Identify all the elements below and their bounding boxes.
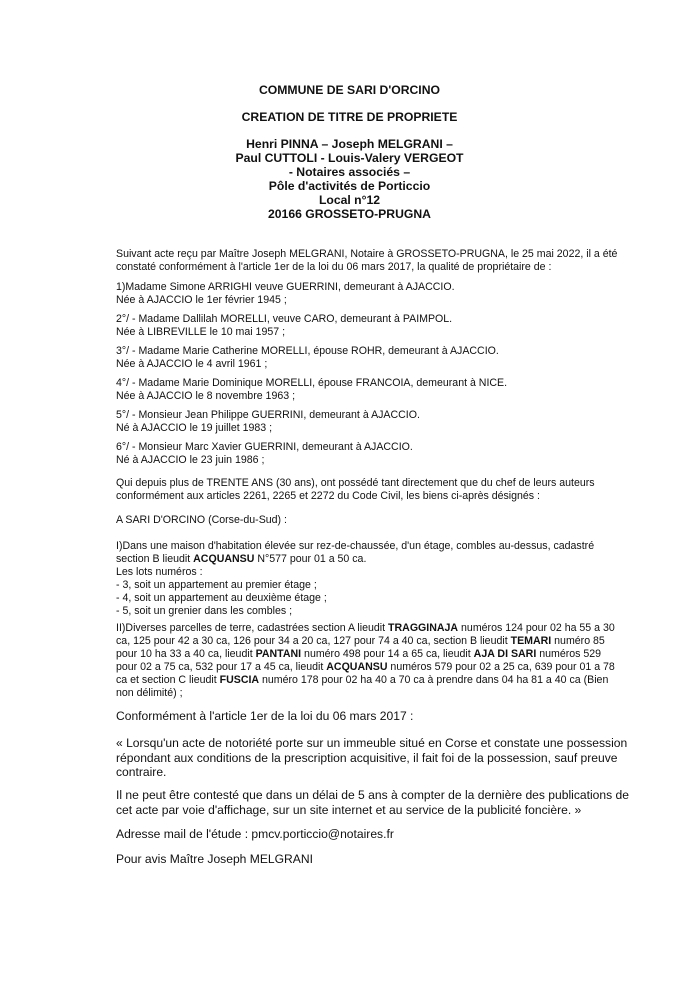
text-line: Suivant acte reçu par Maître Joseph MELGRANI, Notaire à GROSSETO-PRUGNA, le 25 mai 2022, il a été [116,248,618,260]
owner-name: 1)Madame Simone ARRIGHI veuve GUERRINI, demeurant à AJACCIO. [116,281,455,293]
office-email: Adresse mail de l'étude : pmcv.porticcio@notaires.fr [116,827,394,841]
legal-quote [116,736,628,780]
text-line: cet acte par voie d'affichage, sur un site internet et au service de la publicité foncière. » [116,802,582,817]
commune-title: COMMUNE DE SARI D'ORCINO [259,83,440,97]
text-line: non délimité) ; [116,687,183,699]
owner-1 [116,281,616,307]
text-line: contraire. [116,765,167,779]
intro-paragraph [116,248,616,274]
lot-item: - 5, soit un grenier dans les combles ; [116,605,293,617]
text-line [116,674,616,687]
text-line: Qui depuis plus de TRENTE ANS (30 ans), ont possédé tant directement que du chef de leurs auteurs [116,477,595,489]
lot-item: - 4, soit un appartement au deuxième étage ; [116,592,327,604]
text-part: numéro 85 [551,635,605,647]
signature-line: Pour avis Maître Joseph MELGRANI [116,852,313,866]
text-line [116,622,616,635]
text-part: pour 10 ha 33 a 40 ca, lieudit [116,648,256,660]
law-reference: Conformément à l'article 1er de la loi du 06 mars 2017 : [116,709,414,723]
text-part: ca, 125 pour 42 a 30 ca, 126 pour 34 a 20 ca, 127 pour 74 a 40 ca, section B lieudit [116,635,511,647]
text-line: répondant aux conditions de la prescription acquisitive, il fait foi de la possession, sauf preuve [116,750,618,765]
text-part: numéros 529 [536,648,602,660]
owner-birth: Née à AJACCIO le 4 avril 1961 ; [116,358,268,370]
text-part: II)Diverses parcelles de terre, cadastrées section A lieudit [116,622,389,634]
owner-2 [116,313,616,339]
owner-name: 6°/ - Monsieur Marc Xavier GUERRINI, demeurant à AJACCIO. [116,441,413,453]
owner-birth: Née à AJACCIO le 8 novembre 1963 ; [116,390,296,402]
office-address-line: Pôle d'activités de Porticcio [268,179,431,193]
house-paragraph [116,540,616,618]
text-part: numéro 498 pour 14 a 65 ca, lieudit [301,648,474,660]
text-part: numéros 124 pour 02 ha 55 a 30 [458,622,615,634]
parcels-paragraph [116,622,616,700]
owner-4 [116,377,616,403]
text-part: ca et section C lieudit [116,674,220,686]
owner-3 [116,345,616,371]
notaries-block [0,137,699,221]
owner-birth: Né à AJACCIO le 23 juin 1986 ; [116,454,265,466]
text-line: constaté conformément à l'article 1er de la loi du 06 mars 2017, la qualité de propriétaire de : [116,261,552,273]
text-line [116,648,616,661]
owner-5 [116,409,616,435]
notaries-line: - Notaires associés – [288,165,411,179]
text-part: numéro 178 pour 02 ha 40 a 70 ca à prendre dans 04 ha 81 a 40 ca (Bien [259,674,609,686]
lieudit-name: TEMARI [510,635,552,647]
owner-birth: Née à AJACCIO le 1er février 1945 ; [116,294,287,306]
text-part: section B lieudit [116,553,194,565]
owner-6 [116,441,616,467]
contest-paragraph [116,788,629,817]
text-line: « Lorsqu'un acte de notoriété porte sur un immeuble situé en Corse et constate une possession [116,736,628,750]
text-line [116,635,616,648]
owner-name: 4°/ - Madame Marie Dominique MORELLI, épouse FRANCOIA, demeurant à NICE. [116,377,508,389]
owner-name: 5°/ - Monsieur Jean Philippe GUERRINI, demeurant à AJACCIO. [116,409,420,421]
notaries-line: Paul CUTTOLI - Louis-Valery VERGEOT [235,151,464,165]
owner-name: 3°/ - Madame Marie Catherine MORELLI, épouse ROHR, demeurant à AJACCIO. [116,345,499,357]
text-line [116,661,616,674]
location-line: A SARI D'ORCINO (Corse-du-Sud) : [116,514,287,526]
lieudit-name: FUSCIA [219,674,260,686]
text-line [116,553,616,566]
text-part: numéros 579 pour 02 a 25 ca, 639 pour 01 a 78 [387,661,615,673]
lieudit-name: AJA DI SARI [473,648,537,660]
owner-name: 2°/ - Madame Dallilah MORELLI, veuve CARO, demeurant à PAIMPOL. [116,313,453,325]
lieudit-name: ACQUANSU [326,661,388,673]
lieudit-name: TRAGGINAJA [388,622,459,634]
document-title: CREATION DE TITRE DE PROPRIETE [241,110,458,124]
owner-birth: Né à AJACCIO le 19 juillet 1983 ; [116,422,273,434]
possession-paragraph [116,477,616,503]
lots-title: Les lots numéros : [116,566,203,578]
owner-birth: Née à LIBREVILLE le 10 mai 1957 ; [116,326,286,338]
office-address-line: Local n°12 [318,193,381,207]
lieudit-name: PANTANI [255,648,302,660]
text-part: pour 02 a 75 ca, 532 pour 17 a 45 ca, lieudit [116,661,327,673]
text-part: N°577 pour 01 a 50 ca. [254,553,367,565]
office-address-line: 20166 GROSSETO-PRUGNA [267,207,431,221]
text-line: Il ne peut être contesté que dans un délai de 5 ans à compter de la dernière des publications de [116,788,629,802]
text-line: conformément aux articles 2261, 2265 et 2272 du Code Civil, les biens ci-après désignés : [116,490,540,502]
lieudit-name: ACQUANSU [193,553,255,565]
lot-item: - 3, soit un appartement au premier étage ; [116,579,317,591]
text-line: I)Dans une maison d'habitation élevée sur rez-de-chaussée, d'un étage, combles au-dessus, cadastré [116,540,595,552]
notaries-line: Henri PINNA – Joseph MELGRANI – [246,137,453,151]
